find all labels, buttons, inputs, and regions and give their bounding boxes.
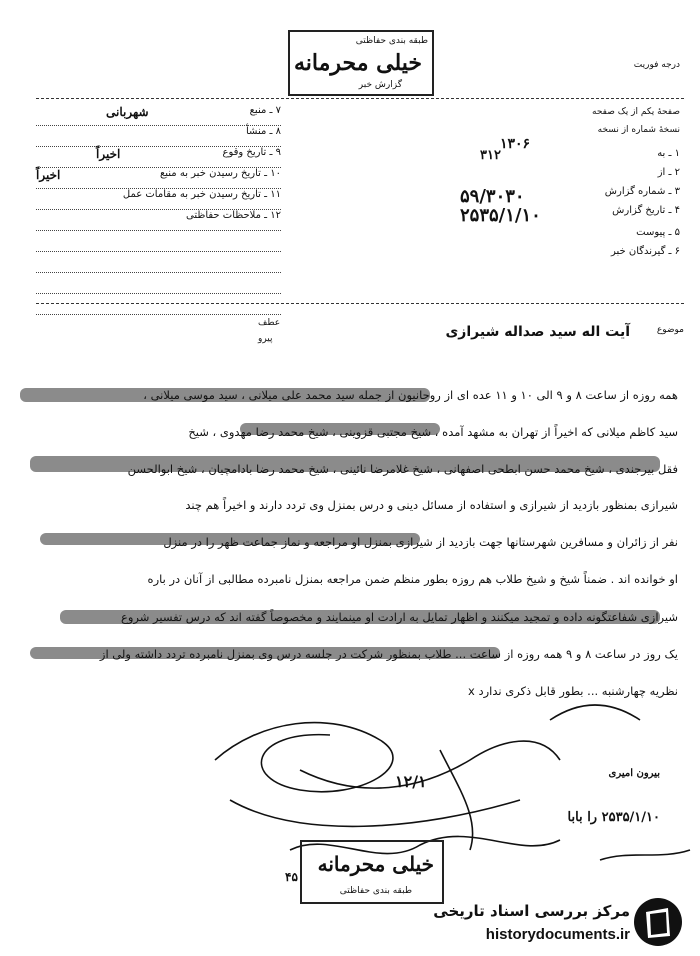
body-line: شیرازی بمنظور بازدید از شیرازی و استفاده از مسائل دینی و درس بمنزل وی تردد دارند و اخیراً هم چند: [185, 498, 678, 512]
urgency-label: درجه فوریت: [633, 60, 680, 70]
copy-number: ۱۳۰۶: [500, 136, 531, 152]
field-value-report-number: ۵۹/۳۰۳۰: [460, 186, 525, 207]
stamp-classification-label: طبقه بندی حفاظتی: [355, 36, 428, 46]
archive-logo-icon: [632, 896, 684, 948]
body-line: سید کاظم میلانی که اخیراً از تهران به مشهد آمده ، شیخ مجتبی قزوینی ، شیخ محمد رضا مهدوی ، شیخ: [188, 425, 678, 439]
handwritten-note-right-bottom: ۲۵۳۵/۱/۱۰ را بابا: [567, 810, 660, 825]
body-line: یک روز در ساعت ۸ و ۹ همه روزه از ساعت ... طلاب بمنظور شرکت در جلسه درس وی بمنزل نامبرده تردد داشته ولی از: [99, 647, 678, 661]
field-label-attachment: ۵ ـ پیوست: [636, 227, 680, 238]
field-label-received-officials: ۱۱ ـ تاریخ رسیدن خبر به مقامات عمل: [122, 189, 281, 200]
body-line: او خوانده اند . ضمناً شیخ و شیخ طلاب هم روزه بطور منظم ضمن مراجعه بمنزل نامبرده مطالبی از آنان در باره: [147, 572, 678, 586]
body-line: نظریه چهارشنبه ... بطور قابل ذکری ندارد x: [467, 684, 678, 698]
followup-label: پیرو: [258, 334, 273, 344]
field-label-source: ۷ ـ منبع: [249, 105, 281, 116]
bottom-classification-stamp: [300, 840, 444, 904]
body-line: شیرازی شفاعتگونه داده و تمجید میکنند و اظهار تمایل به ارادت او مینمایند و مخصوصاً گفته اند که درس تفسیر شروع: [120, 610, 678, 624]
field-label-origin: ۸ ـ منشأ: [245, 126, 281, 137]
page-info-line1: صفحهٔ یکم از یک صفحه: [592, 107, 680, 117]
body-line: نفر از زائران و مسافرین شهرستانها جهت بازدید از شیرازی بمنزل او مراجعه و نماز جماعت ظهر را در منزل: [163, 535, 678, 549]
field-value-event-date: اخیراً: [96, 147, 121, 161]
body-line: فقل بیرجندی ، شیخ محمد حسن ابطحی اصفهانی ، شیخ غلامرضا نائینی ، شیخ محمد رضا بادامچیان ، شیخ ابوالحسن: [127, 462, 678, 476]
field-label-report-date: ۴ ـ تاریخ گزارش: [612, 205, 680, 216]
body-line: همه روزه از ساعت ۸ و ۹ الی ۱۰ و ۱۱ عده ای از روحانیون از جمله سید محمد علی میلانی ، سید موسی میلانی ،: [143, 388, 678, 402]
field-label-report-number: ۳ ـ شماره گزارش: [604, 186, 680, 197]
stamp-classification-bottom: طبقه بندی حفاظتی: [339, 886, 412, 896]
field-value-to: ۳۱۲: [480, 148, 501, 163]
field-value-report-date: ۲۵۳۵/۱/۱۰: [460, 205, 541, 226]
field-label-received-source: ۱۰ ـ تاریخ رسیدن خبر به منبع: [159, 168, 281, 179]
field-value-received-source: اخیراً: [36, 168, 61, 182]
watermark-title: مرکز بررسی اسناد تاریخی: [433, 902, 630, 920]
handwritten-note-right-top: بیرون امیری: [608, 768, 660, 779]
handwritten-note-middle: ۱۲/۱: [395, 772, 427, 791]
field-label-security-notes: ۱۲ ـ ملاحظات حفاظتی: [186, 210, 281, 221]
field-label-to: ۱ ـ به: [657, 148, 680, 159]
stamp-handwritten-secret: خیلی محرمانه: [293, 50, 422, 76]
field-label-from: ۲ ـ از: [657, 167, 680, 178]
reference-label: عطف: [258, 318, 281, 328]
field-value-source: شهربانی: [106, 105, 149, 119]
bottom-stamp-number: ۴۵: [285, 870, 298, 884]
watermark-url: historydocuments.ir: [485, 926, 630, 943]
stamp-handwritten-secret-bottom: خیلی محرمانه: [317, 852, 434, 876]
subject-label: موضوع: [656, 325, 684, 335]
field-label-event-date: ۹ ـ تاریخ وقوع: [222, 147, 281, 158]
field-label-recipients: ۶ ـ گیرندگان خبر: [610, 246, 680, 257]
stamp-subtitle: گزارش خبر: [358, 80, 402, 90]
subject-text: آیت اله سید صداله شیرازی: [445, 324, 630, 340]
page-info-line2: نسخهٔ شماره از نسخه: [597, 125, 680, 135]
